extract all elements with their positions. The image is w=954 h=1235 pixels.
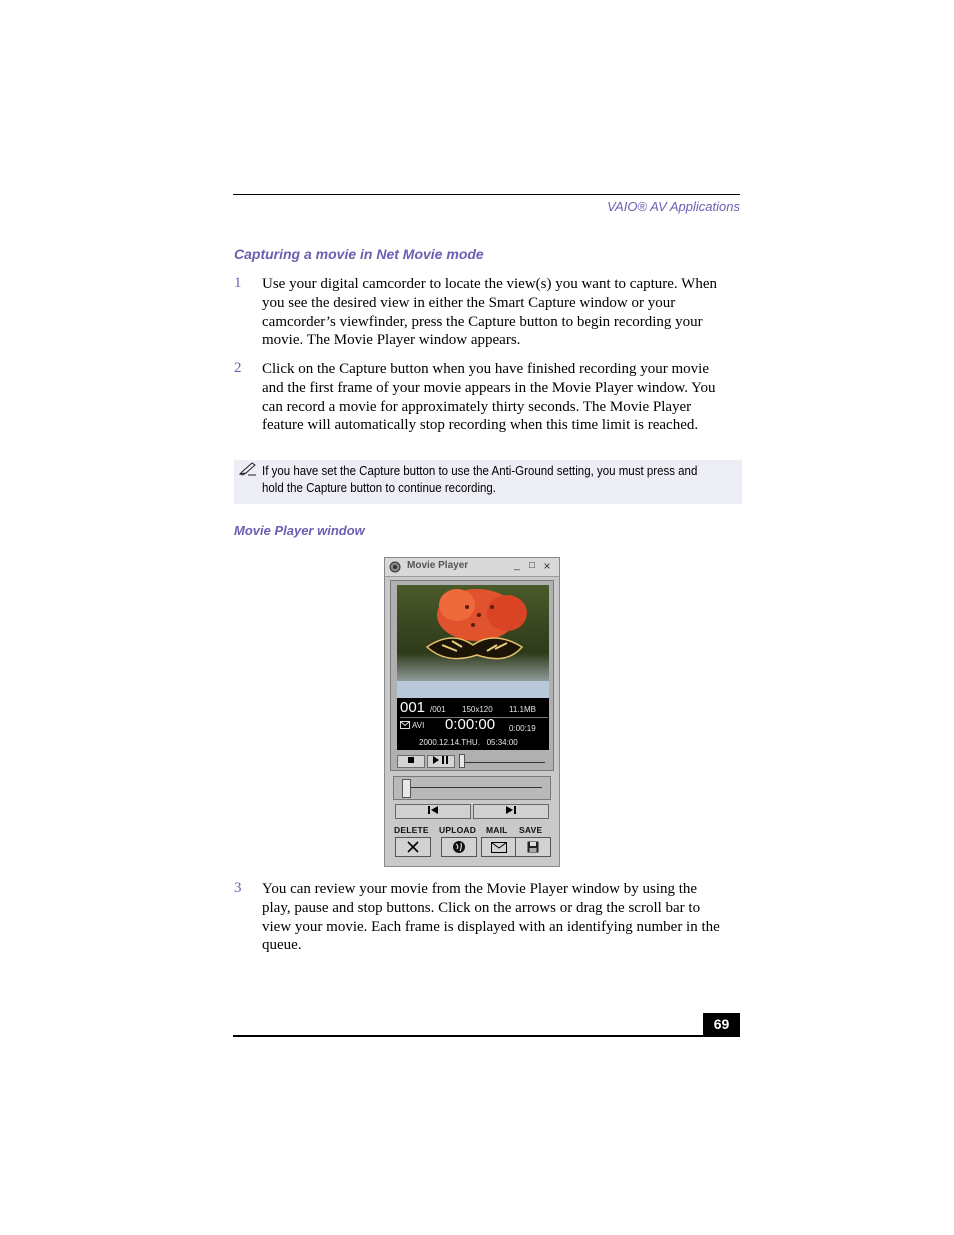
previous-frame-button[interactable] [395,804,471,819]
skip-back-icon [427,806,439,814]
step-line: you see the desired view in either the Smart Capture window or your [262,294,676,311]
step-line: movie. The Movie Player window appears. [262,332,521,349]
duration: 0:00:19 [509,724,536,733]
scroll-thumb[interactable] [402,779,411,798]
step-text [262,360,742,435]
player-panel [390,580,554,771]
step-line: feature will automatically stop recording when this time limit is reached. [262,417,699,434]
mail-button[interactable] [481,837,517,857]
skip-forward-icon [505,806,517,814]
mail-label: MAIL [486,825,508,835]
format: AVI [412,721,425,730]
step-number: 3 [234,880,242,896]
close-icon[interactable]: × [543,559,551,573]
section-title: Capturing a movie in Net Movie mode [234,246,484,262]
frame-number: 001 [400,699,426,716]
maximize-icon[interactable]: □ [528,560,536,571]
step-line: can record a movie for approximately thirty seconds. The Movie Player [262,398,692,415]
delete-button[interactable] [395,837,431,857]
save-label: SAVE [519,825,543,835]
step-line: play, pause and stop buttons. Click on the arrows or drag the scroll bar to [262,899,701,916]
floppy-disk-icon [527,841,539,853]
stop-button[interactable] [397,755,425,768]
upload-button[interactable] [441,837,477,857]
step-line: and the first frame of your movie appears in the Movie Player window. You [262,379,716,396]
window-title: Movie Player [407,560,469,571]
mail-format-icon [400,721,410,729]
save-button[interactable] [515,837,551,857]
footer-rule [233,1035,740,1037]
step-number: 1 [234,275,242,291]
page-number: 69 [703,1013,740,1036]
seek-slider-thumb[interactable] [459,754,465,768]
resolution: 150x120 [462,705,493,714]
note-line: hold the Capture button to continue recording. [262,481,496,495]
figure-caption: Movie Player window [234,523,365,538]
step-line: camcorder’s viewfinder, press the Capture button to begin recording your [262,313,703,330]
next-frame-button[interactable] [473,804,549,819]
step-line: view your movie. Each frame is displayed with an identifying number in the [262,918,720,935]
stop-icon [407,756,415,764]
header-rule [233,194,740,195]
note-line: If you have set the Capture button to use the Anti-Ground setting, you must press and [262,464,698,478]
frame-scrollbar[interactable] [393,776,551,800]
step-line: Click on the Capture button when you have finished recording your movie [262,361,709,377]
step-text [262,275,742,350]
running-header: VAIO® AV Applications [607,199,740,214]
current-time: 0:00:00 [445,716,496,733]
title-bar[interactable] [385,558,559,577]
seek-slider-track[interactable] [463,762,545,763]
frame-total: /001 [430,705,446,714]
step-number: 2 [234,360,242,376]
step-text [262,880,742,955]
globe-icon [452,840,466,854]
scroll-track [402,787,542,788]
video-frame [397,585,549,698]
info-display [397,698,549,750]
minimize-icon[interactable]: _ [514,560,520,571]
upload-label: UPLOAD [439,825,477,835]
recording-datetime: 2000.12.14.THU. 05:34:00 [419,738,518,747]
delete-label: DELETE [394,825,429,835]
movie-player-app-icon [388,560,402,574]
envelope-icon [491,842,507,853]
movie-player-window [384,557,560,867]
step-line: You can review your movie from the Movie Player window by using the [262,881,698,897]
step-line: Use your digital camcorder to locate the view(s) you want to capture. When [262,276,717,292]
file-size: 11.1MB [509,705,536,714]
step-line: queue. [262,937,302,954]
play-pause-icon [432,756,450,764]
note-text [262,463,702,497]
delete-x-icon [407,841,419,853]
play-pause-button[interactable] [427,755,455,768]
pencil-note-icon [239,462,257,476]
